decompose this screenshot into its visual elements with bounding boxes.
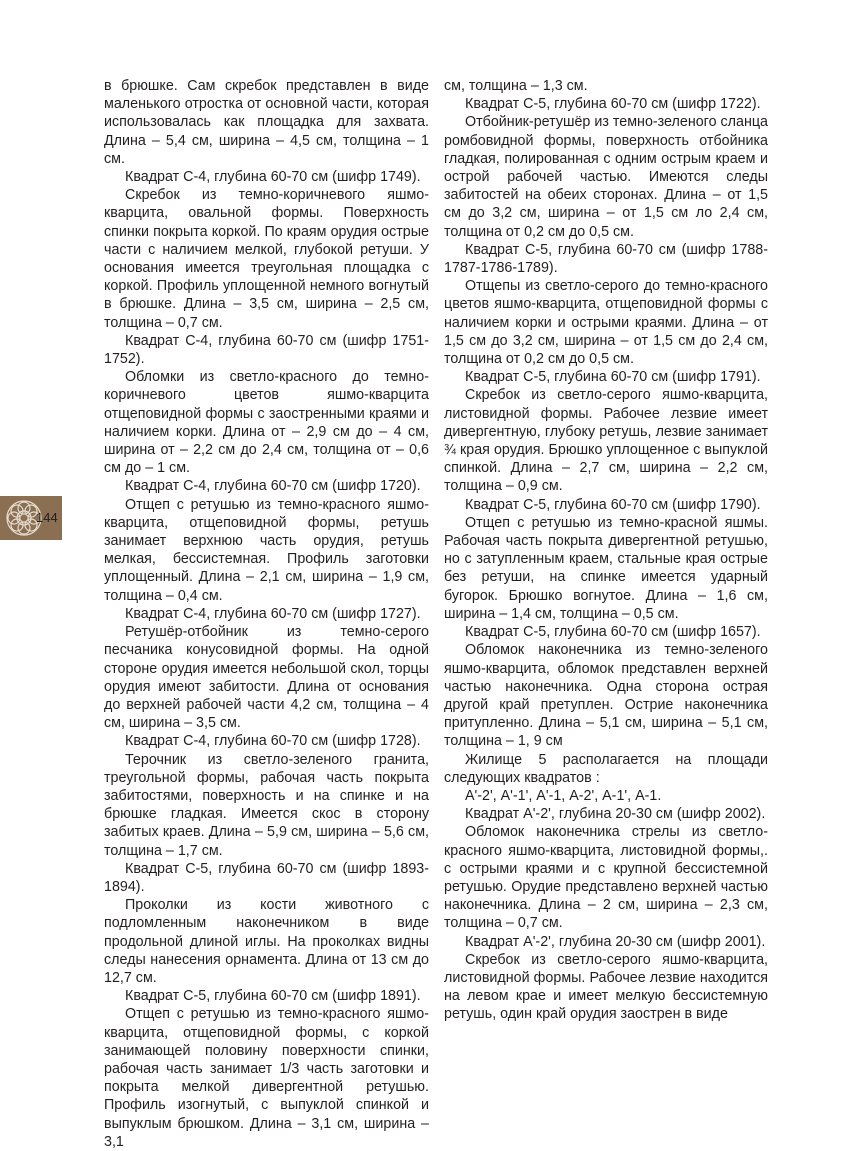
paragraph: Отщеп с ретушью из темно-красного яшмо-кварцита, отщеповидной формы, ретушь занимает верхнюю часть орудия, ретушь мелкая, бессистемная. Профиль заготовки уплощенный. Длина – 2,1 см, ширина – 1,9 см, толщина – 0,4 см. — [104, 496, 429, 604]
paragraph: Отщепы из светло-серого до темно-красного цветов яшмо-кварцита, отщеповидной формы с наличием корки и острыми краями. Длина – от 1,5 см до 3,2 см, ширина – от 1,5 см до 2,4 см, толщина от 0,2 см до 0,5 см. — [444, 278, 768, 368]
page-number: 144 — [36, 510, 58, 525]
page-tab — [0, 496, 62, 540]
paragraph: Квадрат С-5, глубина 60-70 см (шифр 1722). — [465, 96, 761, 113]
paragraph: Обломки из светло-красного до темно-коричневого цветов яшмо-кварцита отщеповидной формы с заостренными краями и наличием корки. Длина от – 2,9 см до – 4 см, ширина от – 2,2 см до 2,4 см, толщина от – 0,6 см до – 1 см. — [104, 369, 429, 477]
paragraph: Жилище 5 располагается на площади следующих квадратов : — [444, 751, 768, 786]
paragraph: Квадрат А'-2', глубина 20-30 см (шифр 2001). — [465, 933, 766, 950]
paragraph: Отщеп с ретушью из темно-красного яшмо-кварцита, отщеповидной формы, с коркой занимающей половину поверхности спинки, рабочая часть занимает 1/3 часть заготовки и покрыта мелкой дивергентной ретушью. Профиль изогнутый, с выпуклой спинкой и выпуклым брюшком. Длина – 3,1 см, ширина – 3,1 — [104, 1006, 429, 1150]
paragraph: Квадрат С-4, глубина 60-70 см (шифр 1749). — [125, 169, 421, 186]
paragraph: Отщеп с ретушью из темно-красной яшмы. Рабочая часть покрыта дивергентной ретушью, но с затупленным краем, стальные края острые без ретуши, на спинке имеется ударный бугорок. Брюшко вогнутое. Длина – 1,6 см, ширина – 1,4 см, толщина – 0,5 см. — [444, 514, 768, 622]
paragraph: Отбойник-ретушёр из темно-зеленого сланца ромбовидной формы, поверхность отбойника гладкая, полированная с одним острым краем и острой рабочей частью. Имеются следы забитостей на обеих сторонах. Длина – от 1,5 см до 3,2 см, ширина – от 1,5 см ло 2,4 см, толщина от 0,2 см до 0,5 см. — [444, 114, 768, 240]
paragraph: Квадрат А'-2', глубина 20-30 см (шифр 2002). — [465, 806, 766, 823]
paragraph: см, толщина – 1,3 см. — [444, 78, 588, 94]
paragraph: Обломок наконечника из темно-зеленого яшмо-кварцита, обломок представлен верхней частью наконечника. Одна сторона острая другой край претуплен. Острие наконечника притупленно. Длина – 5,1 см, ширина – 5,1 см, толщина – 1, 9 см — [444, 642, 768, 750]
paragraph: Скребок из темно-коричневого яшмо-кварцита, овальной формы. Поверхность спинки покрыта коркой. По краям орудия острые части с наличием мелкой, глубокой ретуши. У основания имеется треугольная площадка с коркой. Профиль уплощенной немного вогнутый в брюшке. Длина – 3,5 см, ширина – 2,5 см, толщина – 0,7 см. — [104, 187, 429, 331]
paragraph: Обломок наконечника стрелы из светло-красного яшмо-кварцита, листовидной формы,. с острыми краями и с крупной бессистемной ретушью. Орудие представлено верхней частью наконечника. Длина – 2 см, ширина – 2,3 см, толщина – 0,7 см. — [444, 824, 768, 932]
paragraph: Ретушёр-отбойник из темно-серого песчаника конусовидной формы. На одной стороне орудия имеется небольшой скол, торцы орудия имеют забитости. Длина от основания до верхней рабочей части 4,2 см, толщина – 4 см, ширина – 3,5 см. — [104, 624, 429, 732]
paragraph: в брюшке. Сам скребок представлен в виде маленького отростка от основной части, которая использовалась как площадка для захвата. Длина – 5,4 см, ширина – 4,5 см, толщина – 1 см. — [104, 78, 429, 167]
paragraph: Скребок из светло-серого яшмо-кварцита, листовидной формы. Рабочее лезвие находится на левом крае и имеет мелкую бессистемную ретушь, один край орудия заострен в виде — [444, 951, 768, 1023]
paragraph: Квадрат С-5, глубина 60-70 см (шифр 1893-1894). — [104, 860, 429, 895]
right-column — [444, 77, 768, 1024]
paragraph: Проколки из кости животного с подломленным наконечником в виде продольной длиной иглы. На проколках видны следы нанесения орнамента. Длина от 13 см до 12,7 см. — [104, 897, 429, 986]
paragraph: Скребок из светло-серого яшмо-кварцита, листовидной формы. Рабочее лезвие имеет дивергентную, глубоку ретушь, лезвие занимает ¾ края орудия. Брюшко уплощенное с выпуклой спинкой. Длина – 2,7 см, ширина – 2,2 см, толщина – 0,9 см. — [444, 387, 768, 495]
paragraph: Квадрат С-5, глубина 60-70 см (шифр 1788-1787-1786-1789). — [444, 241, 768, 277]
paragraph: Квадрат С-4, глубина 60-70 см (шифр 1720). — [125, 478, 421, 495]
paragraph: Квадрат С-4, глубина 60-70 см (шифр 1728). — [125, 733, 421, 750]
left-column — [104, 77, 429, 1151]
paragraph: Квадрат С-5, глубина 60-70 см (шифр 1657). — [465, 624, 761, 641]
paragraph: Квадрат С-5, глубина 60-70 см (шифр 1891). — [125, 988, 421, 1005]
paragraph: Терочник из светло-зеленого гранита, треугольной формы, рабочая часть покрыта забитостями, поверхность и на спинке и на брюшке гладкая. Имеется скос в сторону забитых краев. Длина – 5,9 см, ширина – 5,6 см, толщина – 1,7 см. — [104, 751, 429, 859]
paragraph: А'-2', А'-1', А'-1, А-2', А-1', А-1. — [465, 787, 662, 804]
paragraph: Квадрат С-4, глубина 60-70 см (шифр 1751-1752). — [104, 332, 429, 368]
paragraph: Квадрат С-5, глубина 60-70 см (шифр 1790). — [465, 496, 761, 513]
paragraph: Квадрат С-5, глубина 60-70 см (шифр 1791). — [465, 369, 761, 386]
paragraph: Квадрат С-4, глубина 60-70 см (шифр 1727). — [125, 605, 421, 622]
